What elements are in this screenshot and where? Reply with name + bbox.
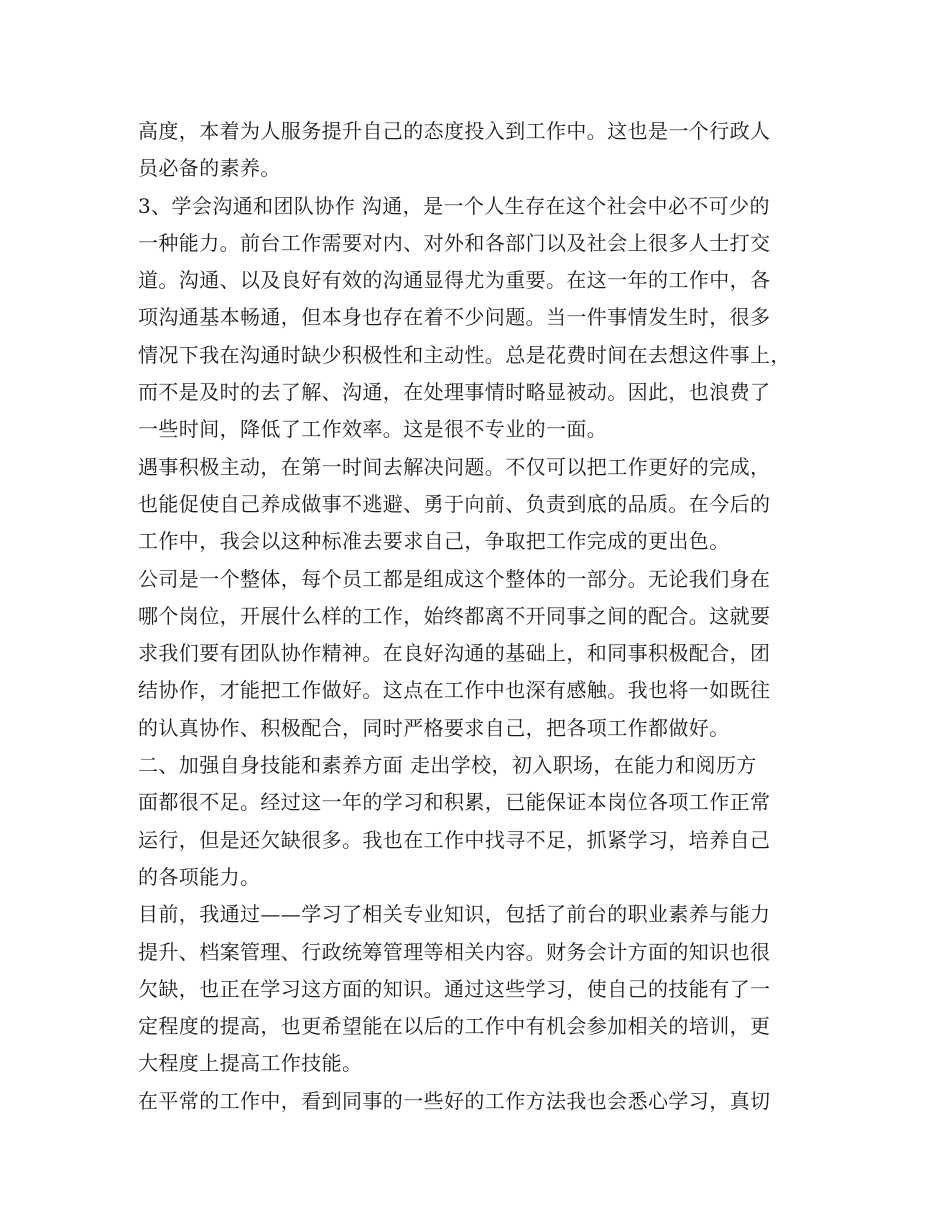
text-line: 道。沟通、以及良好有效的沟通显得尤为重要。在这一年的工作中，各 xyxy=(138,268,771,293)
text-line: 哪个岗位，开展什么样的工作，始终都离不开同事之间的配合。这就要 xyxy=(138,603,771,628)
text-line: 高度，本着为人服务提升自己的态度投入到工作中。这也是一个行政人 xyxy=(138,119,771,143)
text-line: 定程度的提高，也更希望能在以后的工作中有机会参加相关的培训，更 xyxy=(138,1014,771,1039)
text-line: 而不是及时的去了解、沟通，在处理事情时略显被动。因此，也浪费了 xyxy=(138,380,771,405)
text-line: 求我们要有团队协作精神。在良好沟通的基础上，和同事积极配合，团 xyxy=(138,641,771,666)
text-line: 大程度上提高工作技能。 xyxy=(138,1051,363,1076)
text-line: 二、加强自身技能和素养方面 走出学校，初入职场，在能力和阅历方 xyxy=(138,753,757,778)
text-line: 工作中，我会以这种标准去要求自己，争取把工作完成的更出色。 xyxy=(138,529,730,554)
text-line: 一些时间，降低了工作效率。这是很不专业的一面。 xyxy=(138,417,608,442)
text-line: 情况下我在沟通时缺少积极性和主动性。总是花费时间在去想这件事上， xyxy=(138,342,791,367)
text-line: 提升、档案管理、行政统筹管理等相关内容。财务会计方面的知识也很 xyxy=(138,939,771,964)
text-line: 欠缺，也正在学习这方面的知识。通过这些学习，使自己的技能有了一 xyxy=(138,976,771,1001)
text-line: 的各项能力。 xyxy=(138,864,261,889)
text-line: 一种能力。前台工作需要对内、对外和各部门以及社会上很多人士打交 xyxy=(138,230,771,255)
text-line: 员必备的素养。 xyxy=(138,156,281,181)
text-line: 面都很不足。经过这一年的学习和积累，已能保证本岗位各项工作正常 xyxy=(138,790,771,815)
text-line: 也能促使自己养成做事不逃避、勇于向前、负责到底的品质。在今后的 xyxy=(138,491,771,516)
text-line: 在平常的工作中，看到同事的一些好的工作方法我也会悉心学习，真切 xyxy=(138,1088,771,1113)
text-line: 目前，我通过——学习了相关专业知识，包括了前台的职业素养与能力 xyxy=(138,902,771,927)
text-line: 运行，但是还欠缺很多。我也在工作中找寻不足，抓紧学习，培养自己 xyxy=(138,827,771,852)
text-line: 遇事积极主动，在第一时间去解决问题。不仅可以把工作更好的完成， xyxy=(138,454,771,479)
text-line: 结协作，才能把工作做好。这点在工作中也深有感触。我也将一如既往 xyxy=(138,678,771,703)
text-line: 3、学会沟通和团队协作 沟通，是一个人生存在这个社会中必不可少的 xyxy=(138,193,770,218)
text-line: 的认真协作、积极配合，同时严格要求自己，把各项工作都做好。 xyxy=(138,715,730,740)
document-body xyxy=(138,113,838,1120)
text-line: 公司是一个整体，每个员工都是组成这个整体的一部分。无论我们身在 xyxy=(138,566,771,591)
text-line: 项沟通基本畅通，但本身也存在着不少问题。当一件事情发生时，很多 xyxy=(138,305,771,330)
